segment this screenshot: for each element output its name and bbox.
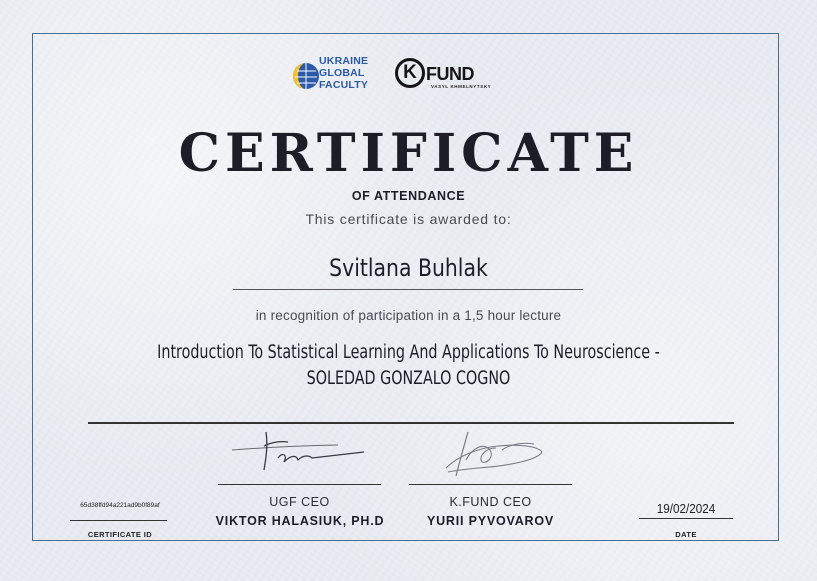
signature-kfund-ceo [438, 426, 553, 484]
certificate-border [32, 33, 779, 541]
date-value: 19/02/2024 [656, 501, 716, 516]
kfund-logo [395, 58, 505, 96]
certificate-id-value: 65d38ffd94a221ad9b0f89af [80, 502, 160, 509]
signature-role-kfund: K.FUND CEO [449, 495, 532, 509]
ugf-logo-text [319, 55, 368, 91]
course-title-line2: SOLEDAD GONZALO COGNO [306, 368, 511, 389]
date-label: DATE [675, 530, 697, 539]
ugf-text-line3: FACULTY [319, 79, 369, 91]
certificate-subtitle: OF ATTENDANCE [351, 189, 466, 203]
kfund-subtitle: VASYL KHMELNYTSKY [431, 84, 492, 89]
certificate-id-line [70, 520, 167, 521]
recipient-underline [233, 289, 583, 290]
signature-role-ugf: UGF CEO [269, 495, 330, 509]
kfund-mark: K [395, 58, 425, 88]
signature-name-ugf: VIKTOR HALASIUK, PH.D [215, 514, 385, 528]
signature-line-ugf [218, 484, 381, 485]
ugf-text-line1: UKRAINE [319, 55, 369, 67]
divider-line [88, 422, 734, 424]
kfund-word: FUND [426, 64, 474, 84]
signature-line-kfund [409, 484, 572, 485]
recognition-text: in recognition of participation in a 1,5 hour lecture [255, 308, 562, 323]
recipient-name: Svitlana Buhlak [329, 254, 488, 282]
date-line [639, 518, 733, 519]
course-title-line1: Introduction To Statistical Learning And Applications To Neuroscience - [157, 342, 660, 363]
signature-name-kfund: YURII PYVOVAROV [426, 514, 555, 528]
certificate-title: CERTIFICATE [178, 123, 639, 184]
awarded-text: This certificate is awarded to: [305, 211, 512, 227]
ugf-globe-icon [289, 51, 319, 101]
course-title [57, 340, 760, 392]
ugf-text-line2: GLOBAL [319, 67, 365, 79]
signature-ugf-ceo [228, 428, 368, 476]
certificate-id-label: CERTIFICATE ID [87, 530, 153, 539]
